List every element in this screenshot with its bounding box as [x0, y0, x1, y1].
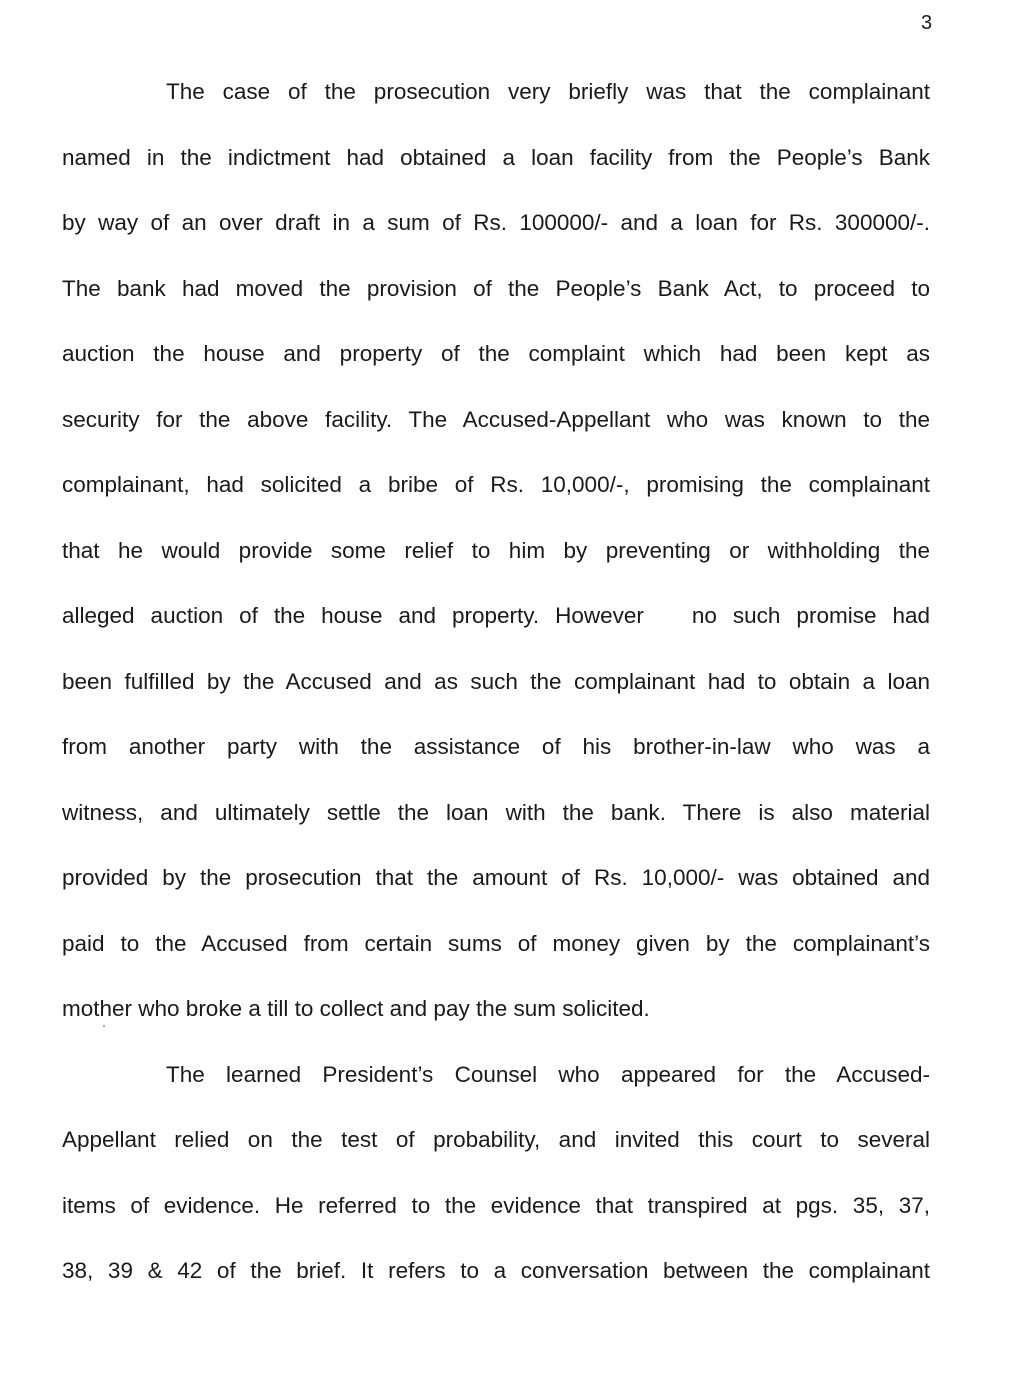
text-line: witness, and ultimately settle the loan with the bank. There is also material	[62, 799, 930, 825]
scan-speck	[103, 1025, 105, 1027]
text-line: alleged auction of the house and property. However no such promise had	[62, 603, 930, 628]
body-text	[62, 74, 930, 1319]
text-line: The bank had moved the provision of the People’s Bank Act, to proceed to	[62, 275, 930, 301]
paragraph-counsel-submission	[62, 1057, 930, 1319]
page-number: 3	[921, 12, 933, 34]
paragraph-prosecution-case	[62, 74, 930, 1057]
text-line: provided by the prosecution that the amount of Rs. 10,000/- was obtained and	[62, 865, 930, 890]
text-line: mother who broke a till to collect and pay the sum solicited.	[62, 996, 650, 1021]
text-line: security for the above facility. The Accused-Appellant who was known to the	[62, 406, 930, 432]
text-line: from another party with the assistance of his brother-in-law who was a	[62, 734, 930, 759]
text-line: paid to the Accused from certain sums of money given by the complainant’s	[62, 930, 930, 956]
text-line: been fulfilled by the Accused and as such the complainant had to obtain a loan	[62, 668, 930, 694]
text-line: The case of the prosecution very briefly was that the complainant	[166, 79, 930, 104]
text-line: that he would provide some relief to him by preventing or withholding the	[62, 537, 930, 563]
text-line: named in the indictment had obtained a loan facility from the People’s Bank	[62, 144, 930, 170]
text-line: by way of an over draft in a sum of Rs. 100000/- and a loan for Rs. 300000/-.	[62, 210, 930, 235]
text-line: 38, 39 & 42 of the brief. It refers to a conversation between the complainant	[62, 1258, 930, 1283]
text-line: auction the house and property of the complaint which had been kept as	[62, 341, 930, 366]
text-line: Appellant relied on the test of probability, and invited this court to several	[62, 1127, 930, 1152]
text-line: complainant, had solicited a bribe of Rs. 10,000/-, promising the complainant	[62, 472, 930, 497]
text-line: The learned President’s Counsel who appeared for the Accused-	[166, 1061, 930, 1087]
text-line: items of evidence. He referred to the evidence that transpired at pgs. 35, 37,	[62, 1192, 930, 1218]
